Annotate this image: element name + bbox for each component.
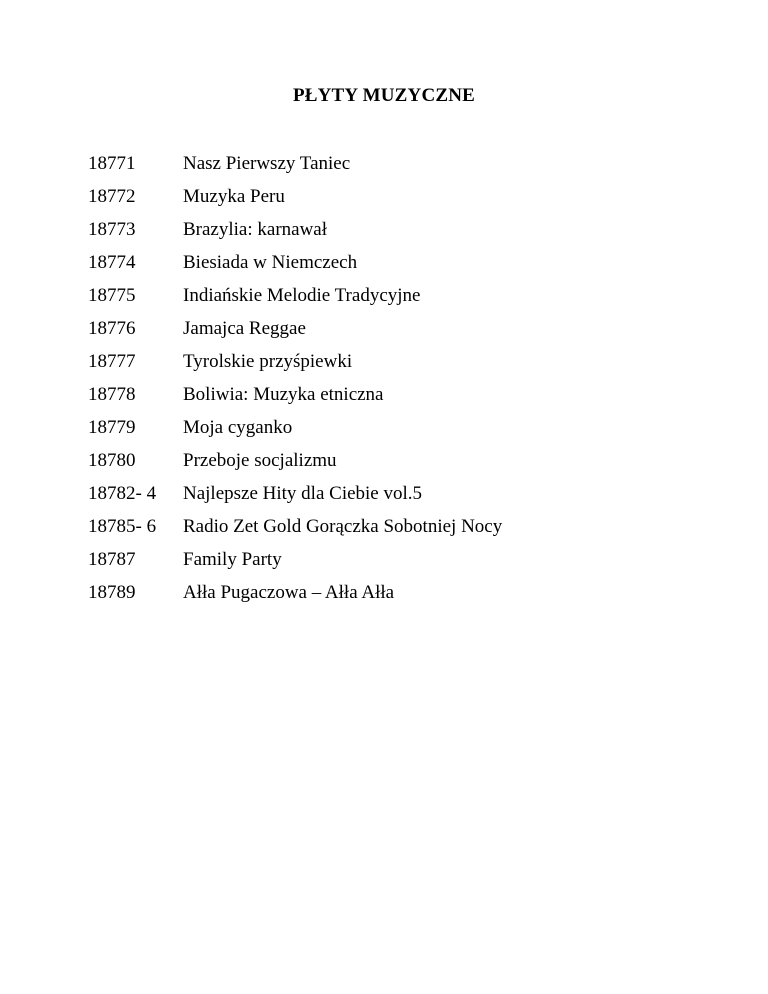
list-item [88, 444, 502, 477]
catalog-number: 18772 [88, 185, 136, 207]
album-title: Moja cyganko [183, 416, 293, 438]
list-item [88, 279, 502, 312]
list-item [88, 543, 502, 576]
list-item [88, 510, 502, 543]
catalog-number: 18776 [88, 317, 136, 339]
album-title: Brazylia: karnawał [183, 218, 328, 240]
catalog-number: 18774 [88, 251, 136, 273]
album-title: Family Party [183, 548, 282, 570]
catalog-number: 18775 [88, 284, 136, 306]
album-title: Boliwia: Muzyka etniczna [183, 383, 384, 405]
list-item [88, 411, 502, 444]
page-title: PŁYTY MUZYCZNE [292, 85, 476, 106]
catalog-number: 18789 [88, 581, 136, 603]
list-item [88, 213, 502, 246]
album-title: Ałła Pugaczowa – Ałła Ałła [183, 581, 395, 603]
list-item [88, 477, 502, 510]
catalog-number: 18779 [88, 416, 136, 438]
catalog-number: 18780 [88, 449, 136, 471]
album-title: Tyrolskie przyśpiewki [183, 350, 353, 372]
album-title: Muzyka Peru [183, 185, 285, 207]
album-title: Najlepsze Hity dla Ciebie vol.5 [183, 482, 423, 504]
list-item [88, 345, 502, 378]
album-title: Przeboje socjalizmu [183, 449, 337, 471]
album-title: Indiańskie Melodie Tradycyjne [183, 284, 421, 306]
album-title: Jamajca Reggae [183, 317, 306, 339]
album-title: Biesiada w Niemczech [183, 251, 358, 273]
catalog-number: 18782- 4 [88, 482, 157, 504]
catalog-number: 18777 [88, 350, 136, 372]
list-item [88, 180, 502, 213]
list-item [88, 378, 502, 411]
catalog-number: 18787 [88, 548, 136, 570]
catalog-number: 18773 [88, 218, 136, 240]
list-item [88, 312, 502, 345]
list-item [88, 246, 502, 279]
catalog-number: 18771 [88, 152, 136, 174]
album-title: Nasz Pierwszy Taniec [183, 152, 351, 174]
album-title: Radio Zet Gold Gorączka Sobotniej Nocy [183, 515, 503, 537]
list-item [88, 147, 502, 180]
catalog-number: 18778 [88, 383, 136, 405]
catalog-list [88, 147, 502, 609]
catalog-number: 18785- 6 [88, 515, 157, 537]
list-item [88, 576, 502, 609]
